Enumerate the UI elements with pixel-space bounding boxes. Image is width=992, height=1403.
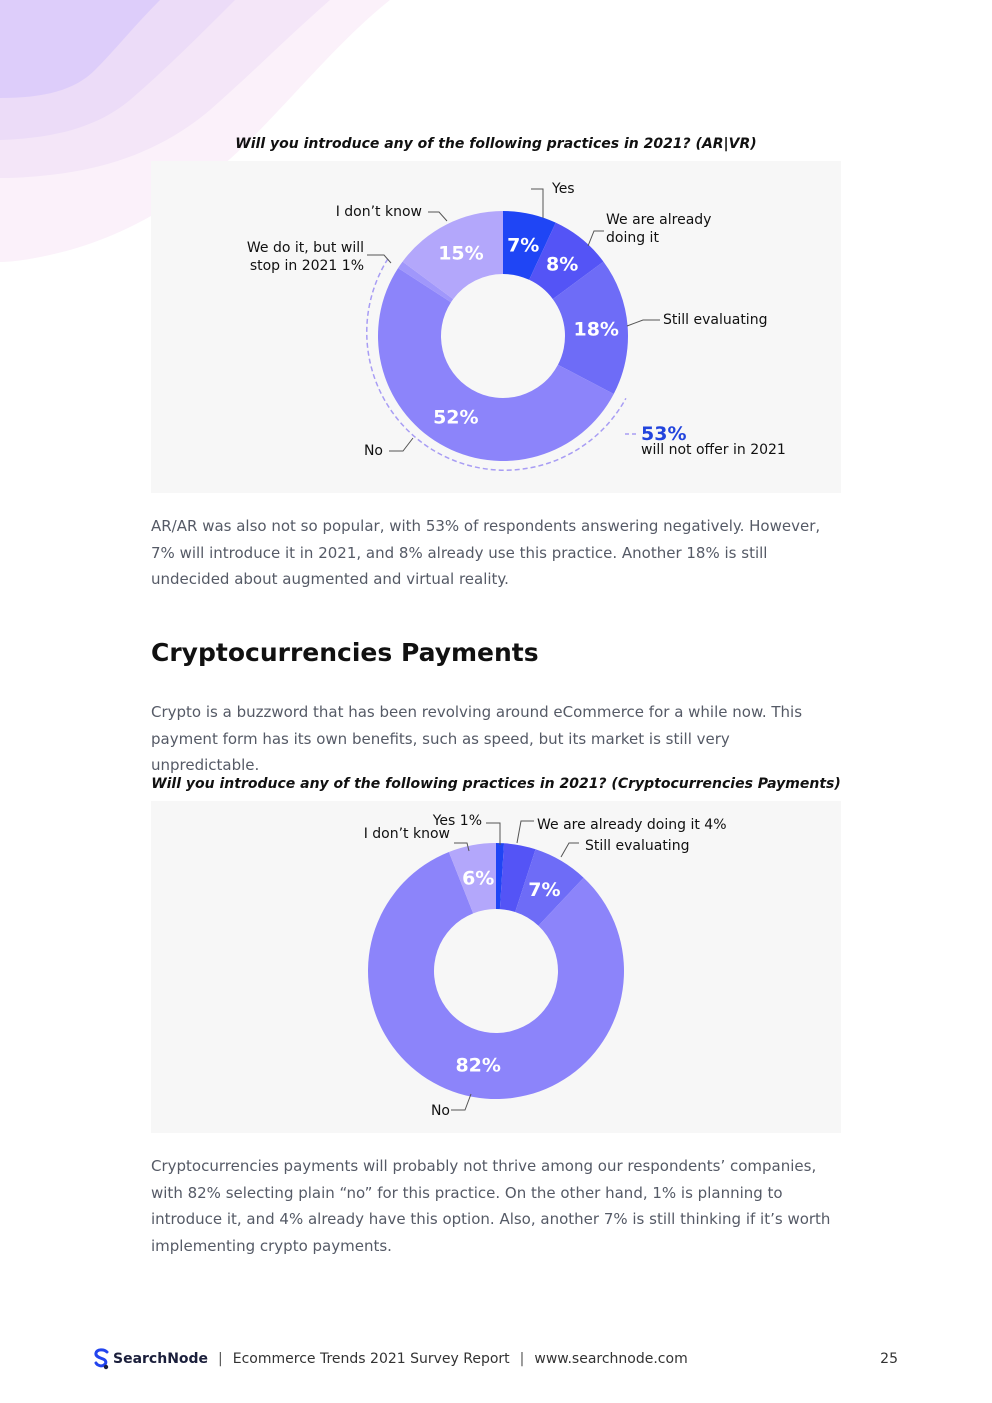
chart1-label-stop-1: We do it, but will	[246, 240, 364, 256]
footer	[94, 1347, 904, 1371]
chart2-label-yes: Yes 1%	[432, 813, 482, 829]
footer-report-title: Ecommerce Trends 2021 Survey Report	[232, 1351, 510, 1367]
chart1-label-dont-know: I don’t know	[335, 204, 422, 220]
page-number: 25	[880, 1351, 898, 1367]
searchnode-logo	[94, 1348, 208, 1370]
chart1-title: Will you introduce any of the following practices in 2021? (AR|VR)	[235, 136, 757, 152]
chart2-label-still: Still evaluating	[585, 838, 690, 854]
footer-separator: |	[519, 1351, 525, 1367]
chart1-label-stop-2: stop in 2021 1%	[249, 258, 364, 274]
brand-name: SearchNode	[113, 1351, 209, 1367]
donut-value-label: 6%	[462, 867, 495, 890]
footer-url[interactable]: www.searchnode.com	[534, 1351, 688, 1367]
section-heading: Cryptocurrencies Payments	[151, 638, 539, 667]
chart2-label-no: No	[430, 1103, 450, 1119]
donut-value-label: 82%	[455, 1054, 501, 1077]
chart1-label-no: No	[363, 443, 383, 459]
paragraph-crypto-intro: Crypto is a buzzword that has been revolving around eCommerce for a while now. This payment form has its own benefits, such as speed, but its market is still very unpredictable.	[151, 703, 803, 775]
chart1-panel	[151, 161, 841, 493]
donut-value-label: 52%	[433, 406, 479, 429]
donut-value-label: 7%	[528, 879, 561, 902]
donut-value-label: 8%	[545, 253, 579, 276]
chart1-svg	[151, 161, 841, 493]
chart2-label-dont-know: I don’t know	[363, 826, 450, 842]
donut-value-label: 18%	[573, 318, 619, 341]
donut-value-label: 15%	[438, 242, 484, 265]
searchnode-logo-icon	[94, 1348, 110, 1370]
chart2-svg	[151, 801, 841, 1133]
paragraph-crypto-result: Cryptocurrencies payments will probably not thrive among our respondents’ companies, with 82% selecting plain “no” for this practice. On the other hand, 1% is planning to introduce it, and 4% already have this option. Also, another 7% is still thinking if it’s worth implementing crypto payments.	[151, 1157, 831, 1256]
paragraph-ar-vr: AR/AR was also not so popular, with 53% of respondents answering negatively. However, 7% will introduce it in 2021, and 8% already use this practice. Another 18% is still undecided about augmented and virtual reality.	[151, 517, 821, 589]
footer-separator: |	[218, 1351, 223, 1367]
chart1-callout-value: 53%	[641, 423, 687, 445]
chart2-label-already: We are already doing it 4%	[537, 817, 727, 833]
chart2-panel	[151, 801, 841, 1133]
chart1-label-already-1: We are already	[606, 212, 712, 228]
chart1-label-already-2: doing it	[606, 230, 659, 246]
chart1-label-yes: Yes	[552, 181, 575, 197]
chart2-title: Will you introduce any of the following practices in 2021? (Cryptocurrencies Payments)	[151, 776, 841, 792]
chart1-callout-text: will not offer in 2021	[641, 442, 786, 458]
chart1-label-still: Still evaluating	[663, 312, 768, 328]
donut-value-label: 7%	[507, 234, 540, 257]
